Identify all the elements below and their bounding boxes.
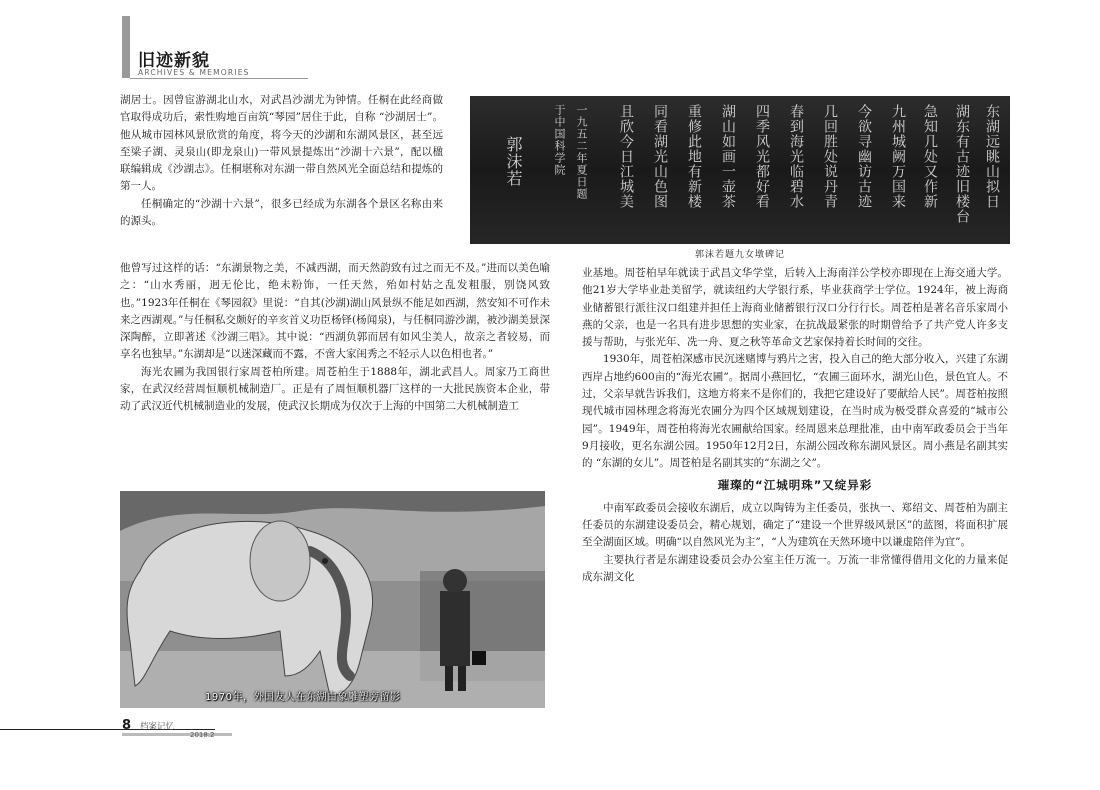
calligraphy-column: 一九五二年夏日题 [575, 104, 588, 200]
photo-illustration [120, 491, 545, 708]
page-number: 8 [122, 718, 132, 733]
calligraphy-caption: 郭沫若题九女墩碑记 [694, 250, 785, 260]
section-title: 旧迹新貌 [138, 51, 210, 71]
calligraphy-image [470, 96, 1010, 244]
section-subtitle: ARCHIVES & MEMORIES [138, 68, 250, 77]
calligraphy-column: 几回胜处说丹青 [822, 104, 838, 209]
header-rule [130, 78, 308, 79]
calligraphy-column: 四季风光都好看 [754, 104, 770, 209]
calligraphy-column: 急知几处又作新 [922, 104, 938, 209]
paragraph: 1930年，周苍柏深感市民沉迷赌博与鸦片之害，投入自己的绝大部分收入，兴建了东湖西岸占地约600亩的“海光农圃”。据周小燕回忆，“农圃三面环水，湖光山色，景色宜人。不过，父亲早就告诉我们，这地方将来不是你们的，我把它建设好了要献给人民”。周苍柏按照现代城市园林理念将海光农圃分为四个区域规划建设，在当时成为极受群众喜爱的“城市公园”。1949年，周苍柏将海光农圃献给国家。经周恩来总理批准，由中南军政委员会于当年9月接收，更名东湖公园。1950年12月2日，东湖公园改称东湖风景区。周小燕是名副其实的 “东湖的女儿”。周苍柏是名副其实的“东湖之父”。 [582, 353, 1008, 470]
calligraphy-column: 湖山如画一壶茶 [720, 104, 736, 209]
calligraphy-column: 同看湖光山色图 [652, 104, 668, 209]
paragraph: 海光农圃为我国银行家周苍柏所建。周苍柏生于1888年，湖北武昌人。周家乃工商世家，在武汉经营周恒顺机械制造厂。正是有了周恒顺机器厂这样的一大批民族资本企业，带动了武汉近代机械制造业的发展，使武汉长期成为仅次于上海的中国第二大机械制造工 [120, 365, 550, 413]
column-left-middle [120, 260, 550, 416]
calligraphy-column: 于中国科学院 [553, 104, 566, 176]
calligraphy-column: 湖东有古迹旧楼台 [954, 104, 970, 224]
issue-number: 2018.2 [190, 731, 215, 739]
elephant-photo [120, 491, 545, 708]
calligraphy-signature: 郭沫若 [504, 136, 523, 187]
column-right [582, 265, 1008, 586]
paragraph: 任桐确定的“沙湖十六景”，很多已经成为东湖各个景区名称由来的源头。 [120, 197, 443, 228]
paragraph: 中南军政委员会接收东湖后，成立以陶铸为主任委员，张执一、郑绍文、周苍柏为副主任委员的东湖建设委员会，精心规划，确定了“建设一个世界级风景区”的蓝图，将面积扩展至全湖面区域。明确“以自然风光为主”，“人为建筑在天然环境中以谦虚陪伴为宜”。 [582, 501, 1008, 549]
paragraph: 他曾写过这样的话：“东湖景物之美，不减西湖，而天然韵致有过之而无不及。”进而以美色喻之：“山水秀丽，迥无伦比，绝未粉饰，一任天然，殆如村姑之乱发粗服，别饶风致也。”1923年任桐在《琴园叙》里说：“自其(沙湖)湖山风景纵不能足如西湖，然安知不可作未来之西湖观。”与任桐私交颇好的辛亥首义功臣杨铎(杨闻泉)，与任桐同游沙湖，被沙湖美景深深陶醉，立即著述《沙湖三唱》。其中说：“西湖负郭而居有如风尘美人，故亲之者较易，而享名也独早。”东湖却是“以迷深藏而不露，不啻大家闺秀之不轻示人以色相也者。” [120, 262, 550, 361]
paragraph: 业基地。周苍柏早年就读于武昌文华学堂，后转入上海南洋公学校亦即现在上海交通大学。他21岁大学毕业赴美留学，就读纽约大学银行系，毕业获商学士学位。1924年，被上海商业储蓄银行派往汉口组建并担任上海商业储蓄银行汉口分行行长。周苍柏是著名音乐家周小燕的父亲，也是一名具有进步思想的实业家，在抗战最紧张的时期曾给予了共产党人许多支援与帮助，与张光年、冼一舟、夏之秋等革命文艺家保持着长时间的交往。 [582, 267, 1008, 349]
calligraphy-column: 且欣今日江城美 [618, 104, 634, 209]
journal-name: 档案记忆 [140, 722, 175, 732]
calligraphy-column: 东湖远眺山拟日 [984, 104, 1000, 209]
calligraphy-column: 重修此地有新楼 [686, 104, 702, 209]
photo-caption: 1970年，外国友人在东湖白象雕塑旁留影 [205, 692, 401, 703]
column-left-top [120, 92, 443, 230]
paragraph: 湖居士。因曾宦游湖北山水，对武昌沙湖尤为钟情。任桐在此经商做官取得成功后，索性购地百亩筑“琴园”居住于此，自称 “沙湖居士”。他从城市园林风景欣赏的角度，将今天的沙湖和东湖风景区，甚至远至梁子湖、灵泉山(即龙泉山)一带风景提炼出“沙湖十六景”，配以楹联编辑成《沙湖志》。任桐堪称对东湖一带自然风光全面总结和提炼的第一人。 [120, 94, 443, 193]
calligraphy-column: 今欲寻幽访古迹 [856, 104, 872, 209]
footer-rule [0, 729, 215, 730]
calligraphy-column: 春到海光临碧水 [788, 104, 804, 209]
footer-gray-bar [122, 733, 232, 736]
calligraphy-column: 九州城阙万国来 [890, 104, 906, 209]
paragraph: 主要执行者是东湖建设委员会办公室主任万流一。万流一非常懂得借用文化的力量来促成东湖文化 [582, 553, 1008, 584]
section-heading: 璀璨的“江城明珠”又绽异彩 [717, 477, 873, 492]
header-accent-bar [122, 16, 130, 78]
